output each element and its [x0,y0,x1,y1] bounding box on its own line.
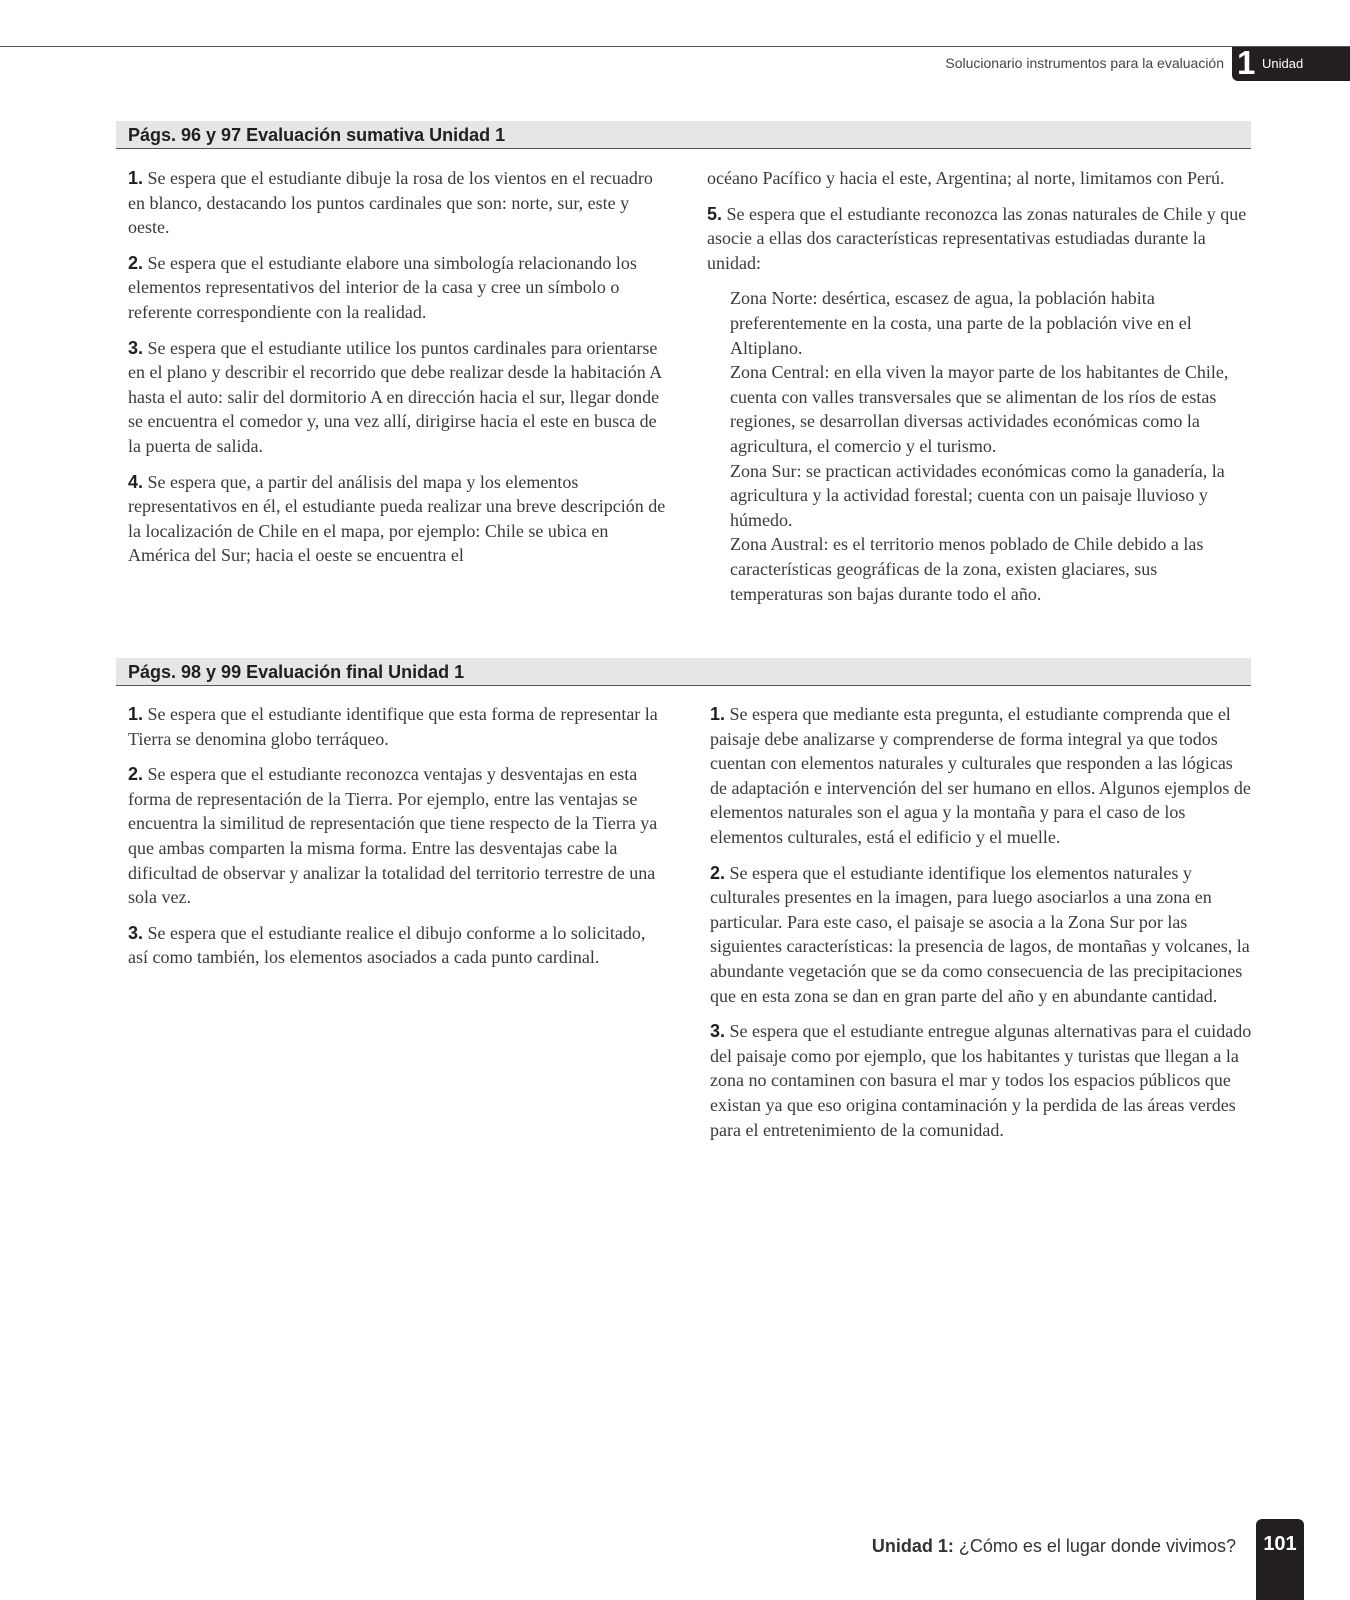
header-rule [0,46,1350,47]
zone-norte: Zona Norte: desértica, escasez de agua, la población habita preferentemente en la costa, una parte de la población vive en el Altiplano. [730,288,1192,358]
item-text: Se espera que el estudiante reconozca las zonas naturales de Chile y que asocie a ellas dos características representativas estudiadas durante la unidad: [707,203,1247,273]
section-title: Págs. 96 y 97 Evaluación sumativa Unidad 1 [128,125,506,145]
answer-item [710,702,1252,850]
footer-unit-question: ¿Cómo es el lugar donde vivimos? [958,1536,1236,1556]
section-title: Págs. 98 y 99 Evaluación final Unidad 1 [128,662,465,682]
answer-item [710,861,1252,1009]
item-number: 2. [128,252,144,273]
answer-item [128,166,668,240]
answer-item [128,336,668,459]
footer-unit-label: Unidad 1: [871,1536,954,1556]
item-text: Se espera que el estudiante reconozca ventajas y desventajas en esta forma de representación de la Tierra. Por ejemplo, entre las ventajas se encuentra la similitud de representación que tiene respecto de la Tierra ya que ambas comparten la misma forma. Entre las desventajas cabe la dificultad de observar y analizar la totalidad del territorio terrestre de una sola vez. [128,764,658,908]
page-number: 101 [1263,1533,1297,1555]
answer-item [128,702,668,751]
unit-number: 1 [1237,44,1256,81]
item-number: 1. [128,704,144,724]
section2-left-column [128,702,668,981]
unit-badge [1232,44,1350,81]
item-text: Se espera que el estudiante entregue algunas alternativas para el cuidado del paisaje como por ejemplo, que los habitantes y turistas que llegan a la zona no contaminen con basura el mar y todos los espacios públicos que existan ya que eso origina contaminación y la perdida de las áreas verdes para el entretenimiento de la comunidad. [710,1021,1252,1140]
section-heading-sumativa [116,121,1251,149]
unit-word: Unidad [1262,56,1304,71]
answer-item [707,202,1252,276]
item-number: 5. [707,203,723,224]
page-number-tab [1256,1519,1304,1600]
item-text: Se espera que el estudiante realice el dibujo conforme a lo solicitado, así como también, los elementos asociados a cada punto cardinal. [128,922,646,968]
section1-right-column [707,166,1252,606]
item-text: Se espera que, a partir del análisis del mapa y los elementos representativos en él, el estudiante pueda realizar una breve descripción de la localización de Chile en el mapa, por ejemplo: Chile se ubica en América del Sur; hacia el oeste se encuentra el [128,471,666,566]
continued-text: océano Pacífico y hacia el este, Argentina; al norte, limitamos con Perú. [707,168,1225,188]
item-number: 3. [710,1021,726,1042]
item-number: 1. [128,168,144,188]
section-heading-final [116,658,1251,686]
item-number: 3. [128,922,144,943]
answer-item [128,470,668,568]
item-text: Se espera que el estudiante elabore una simbología relacionando los elementos representativos del interior de la casa y cree un símbolo o referente correspondiente con la realidad. [128,252,637,322]
zone-austral: Zona Austral: es el territorio menos poblado de Chile debido a las características geográficas de la zona, existen glaciares, sus temperaturas son bajas durante todo el año. [730,534,1204,604]
zones-list [730,286,1252,606]
item-text: Se espera que el estudiante identifique los elementos naturales y culturales presentes en la imagen, para luego asociarlos a una zona en particular. Para este caso, el paisaje se asocia a la Zona Sur por las siguientes características: la presencia de lagos, de montañas y volcanes, la abundante vegetación que se da como consecuencia de las precipitaciones que en esta zona se dan en gran parte del año y en abundante cantidad. [710,862,1250,1006]
answer-item [128,762,668,910]
item-number: 4. [128,471,144,492]
section2-right-column [710,702,1252,1153]
answer-item [710,1019,1252,1142]
zone-central: Zona Central: en ella viven la mayor parte de los habitantes de Chile, cuenta con valles transversales que se alimentan de los ríos de estas regiones, se desarrollan diversas actividades económicas como la agricultura, el comercio y el turismo. [730,362,1229,456]
footer-unit-title [872,1536,1236,1557]
answer-item [128,251,668,325]
item-text: Se espera que el estudiante dibuje la rosa de los vientos en el recuadro en blanco, destacando los puntos cardinales que son: norte, sur, este y oeste. [128,168,653,238]
item-text: Se espera que mediante esta pregunta, el estudiante comprenda que el paisaje debe analizarse y comprenderse de forma integral ya que todos cuentan con elementos naturales y culturales que responden a las lógicas de adaptación e intervención del ser humano en ellos. Algunos ejemplos de elementos naturales son el agua y la montaña y para el caso de los elementos culturales, está el edificio y el muelle. [710,704,1251,847]
item-number: 1. [710,704,726,724]
section1-left-column [128,166,668,579]
item-number: 2. [128,764,144,785]
item-text: Se espera que el estudiante utilice los puntos cardinales para orientarse en el plano y describir el recorrido que debe realizar desde la habitación A hasta el auto: salir del dormitorio A en dirección hacia el sur, llegar donde se encuentra el comedor y, una vez allí, dirigirse hacia el este en busca de la puerta de salida. [128,337,662,456]
item-number: 2. [710,862,726,883]
zone-sur: Zona Sur: se practican actividades económicas como la ganadería, la agricultura y la actividad forestal; cuenta con un paisaje lluvioso y húmedo. [730,460,1225,530]
item-number: 3. [128,337,144,358]
item-text: Se espera que el estudiante identifique que esta forma de representar la Tierra se denomina globo terráqueo. [128,704,658,749]
running-header: Solucionario instrumentos para la evaluación [945,55,1224,71]
answer-item [128,921,668,970]
